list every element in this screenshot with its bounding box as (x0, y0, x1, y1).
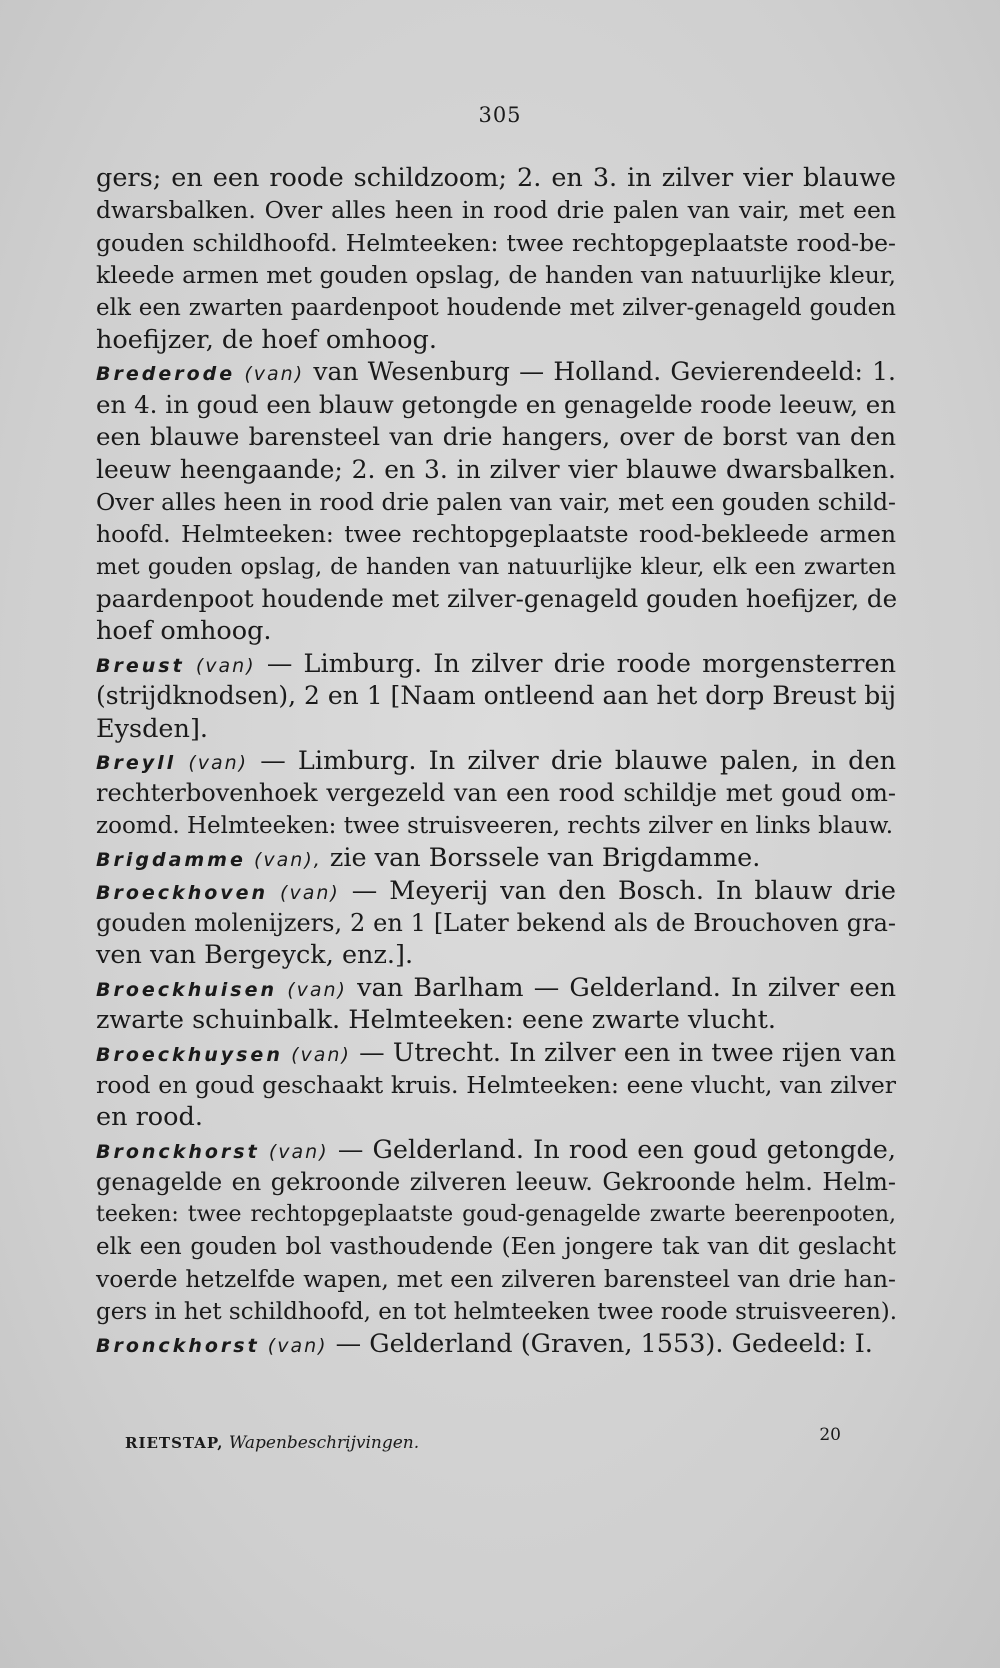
text-line: en 4. in goud een blauw getongde en genagelde roode leeuw, en (96, 389, 897, 419)
text-line: gouden schildhoofd. Helmteeken: twee rechtopgeplaatste rood-be- (96, 228, 896, 257)
text-line: kleede armen met gouden opslag, de handen van natuurlijke kleur, (96, 261, 896, 290)
text-block (96, 162, 896, 1360)
text-line: (strijdknodsen), 2 en 1 [Naam ontleend aan het dorp Breust bij (96, 681, 896, 711)
entry-particle: (van) (287, 978, 347, 1001)
entry-text: — Utrecht. In zilver een in twee rijen van (350, 1037, 896, 1068)
entry-heading-line (96, 648, 896, 680)
entry-name: Brigdamme (96, 849, 246, 872)
footer (125, 1425, 841, 1453)
entry-name: Broeckhoven (96, 881, 269, 904)
text-line: gers; en een roode schildzoom; 2. en 3. in zilver vier blauwe (96, 163, 896, 193)
entry-name: Brederode (96, 363, 236, 386)
entry-heading-line (96, 842, 896, 874)
entry-particle: (van) (291, 1043, 351, 1066)
text-line: zoomd. Helmteeken: twee struisveeren, rechts zilver en links blauw. (96, 812, 894, 839)
entry-name: Breyll (96, 752, 177, 775)
text-line: en rood. (96, 1102, 203, 1133)
text-line: een blauwe barensteel van drie hangers, over de borst van den (96, 422, 896, 452)
entry-heading-line (96, 972, 896, 1004)
entry-name: Broeckhuisen (96, 978, 277, 1001)
entry-heading-line (96, 745, 896, 777)
entry-particle: (van) (188, 752, 249, 775)
text-line: leeuw heengaande; 2. en 3. in zilver vier blauwe dwarsbalken. (96, 454, 896, 484)
entry-text: — Meyerij van den Bosch. In blauw drie (339, 875, 896, 906)
entry-name: Breust (96, 654, 185, 677)
entry-text: — Limburg. In zilver drie blauwe palen, in den (248, 746, 897, 777)
entry-heading-line (96, 1134, 896, 1166)
text-line: dwarsbalken. Over alles heen in rood drie palen van vair, met een (96, 196, 896, 225)
entry-text: — Limburg. In zilver drie roode morgensterren (255, 648, 897, 679)
entry-heading-line (96, 1328, 896, 1360)
text-line: hoef omhoog. (96, 616, 272, 647)
footer-author: RIETSTAP, (125, 1434, 224, 1452)
entry-particle: (van) (267, 1335, 328, 1358)
text-line: genagelde en gekroonde zilveren leeuw. Gekroonde helm. Helm- (96, 1168, 896, 1197)
entry-heading-line (96, 356, 896, 388)
entry-text: van Wesenburg — Holland. Gevierendeeld: 1. (304, 357, 896, 387)
text-line: ven van Bergeyck, enz.]. (96, 940, 414, 971)
entry-particle: (van) (268, 1140, 329, 1163)
text-line: paardenpoot houdende met zilver-genageld gouden hoefijzer, de (96, 584, 898, 614)
entry-text: van Barlham — Gelderland. In zilver een (346, 972, 896, 1003)
entry-particle: (van) (244, 363, 305, 386)
text-line: voerde hetzelfde wapen, met een zilveren barensteel van drie han- (96, 1265, 896, 1294)
text-line: elk een gouden bol vasthoudende (Een jongere tak van dit geslacht (96, 1233, 896, 1260)
text-line: zwarte schuinbalk. Helmteeken: eene zwarte vlucht. (96, 1005, 776, 1036)
entry-text: — Gelderland (Graven, 1553). Gedeeld: I. (327, 1329, 873, 1360)
entry-name: Bronckhorst (96, 1335, 260, 1358)
entry-name: Bronckhorst (96, 1140, 260, 1163)
text-line: gers in het schildhoofd, en tot helmteeken twee roode struisveeren). (96, 1298, 898, 1325)
entry-particle: (van), (253, 849, 322, 872)
text-line: elk een zwarten paardenpoot houdende met zilver-genageld gouden (96, 294, 896, 321)
text-line: Over alles heen in rood drie palen van vair, met een gouden schild- (96, 487, 896, 516)
text-line: gouden molenijzers, 2 en 1 [Later bekend als de Brouchoven gra- (96, 908, 896, 937)
footer-book-title: Wapenbeschrijvingen. (228, 1433, 420, 1453)
entry-particle: (van) (195, 654, 256, 677)
entry-particle: (van) (280, 881, 340, 904)
text-line: teeken: twee rechtopgeplaatste goud-genagelde zwarte beerenpooten, (96, 1201, 896, 1227)
text-line: met gouden opslag, de handen van natuurlijke kleur, elk een zwarten (96, 553, 896, 580)
entry-text: zie van Borssele van Brigdamme. (321, 843, 761, 874)
entry-heading-line (96, 1037, 896, 1069)
text-line: hoefijzer, de hoef omhoog. (96, 324, 437, 355)
signature-mark: 20 (819, 1425, 841, 1445)
text-line: hoofd. Helmteeken: twee rechtopgeplaatste rood-bekleede armen (96, 520, 896, 549)
entry-text: — Gelderland. In rood een goud getongde, (328, 1134, 896, 1165)
entry-heading-line (96, 875, 896, 907)
text-line: Eysden]. (96, 713, 208, 744)
text-line: rechterbovenhoek vergezeld van een rood schildje met goud om- (96, 779, 896, 808)
page-number: 305 (478, 103, 522, 127)
text-line: rood en goud geschaakt kruis. Helmteeken: eene vlucht, van zilver (96, 1070, 896, 1099)
entry-name: Broeckhuysen (96, 1043, 283, 1066)
